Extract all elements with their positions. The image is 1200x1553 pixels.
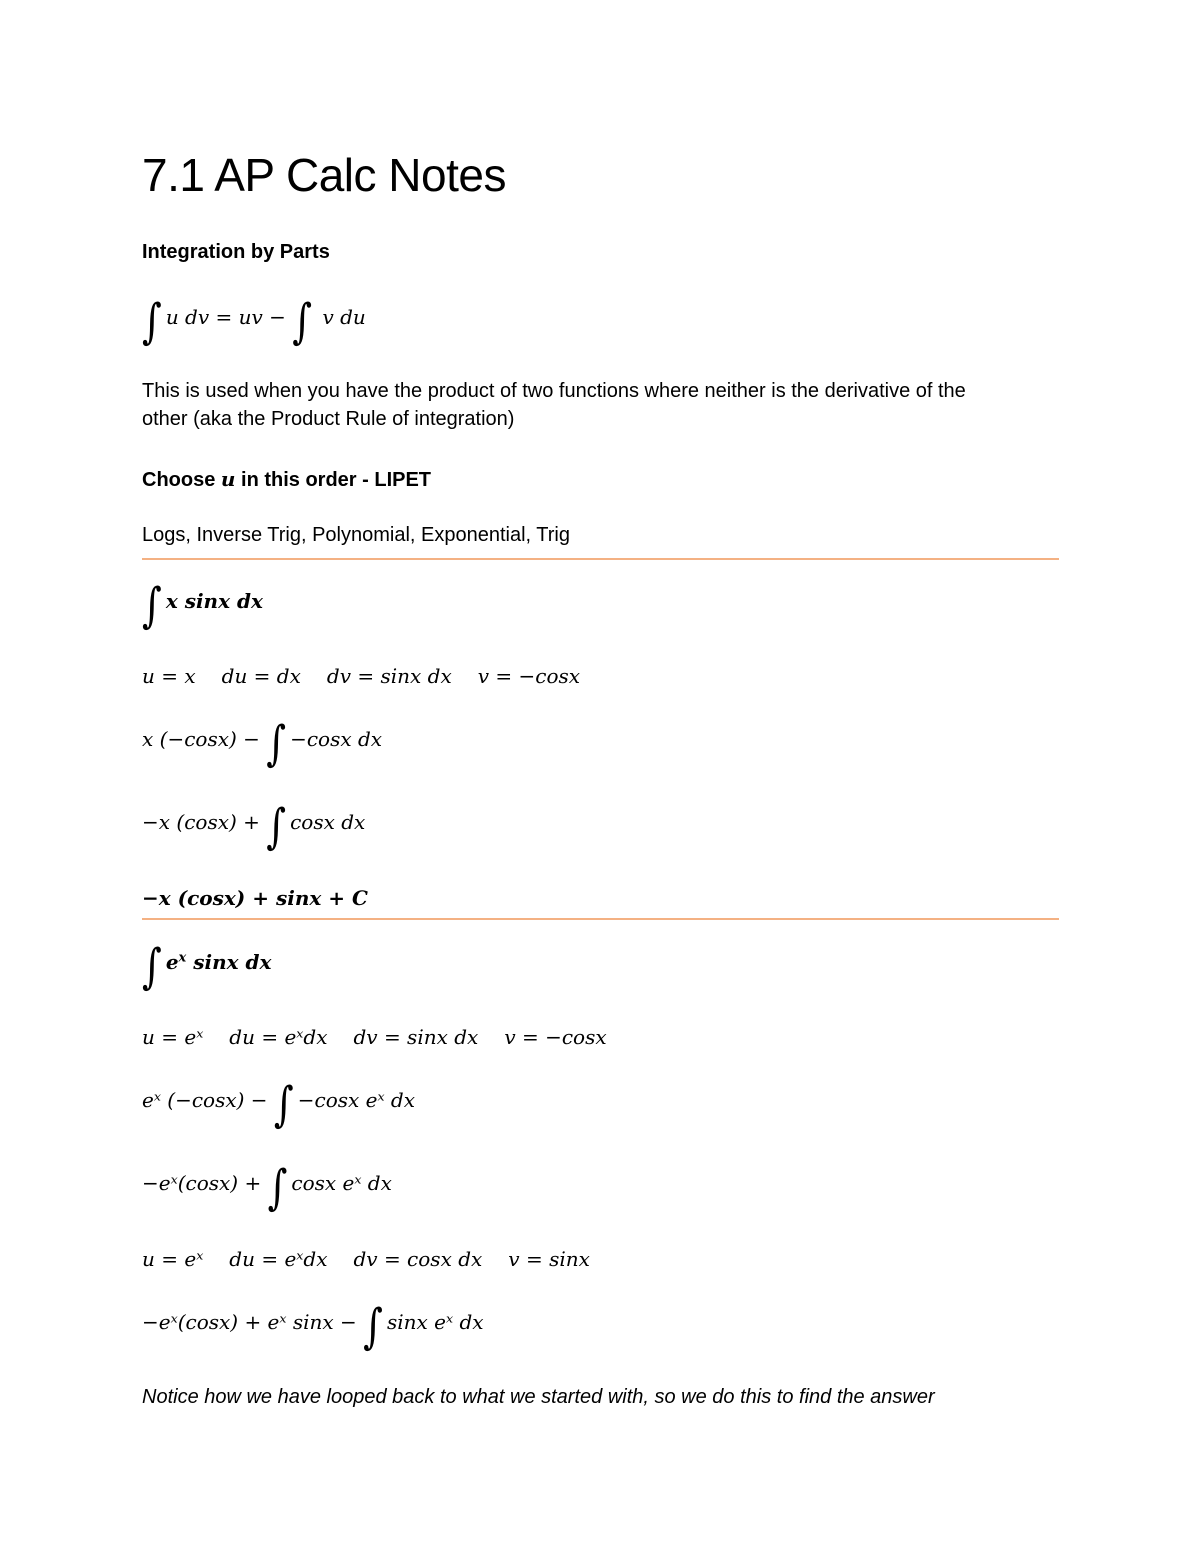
- step-text: cosx eˣ dx: [291, 1171, 392, 1195]
- integral-sign: ∫: [267, 1159, 288, 1215]
- integral-sign: ∫: [142, 293, 162, 349]
- sub-du: du = eˣdx: [229, 1025, 328, 1049]
- example1-step2: [142, 798, 366, 854]
- sub-dv: dv = cosx dx: [353, 1247, 483, 1271]
- example2-substitution-1: [142, 1025, 607, 1049]
- example1-problem: [142, 577, 263, 633]
- example2-base: e: [165, 950, 179, 974]
- description-line-2: other (aka the Product Rule of integration): [142, 408, 515, 430]
- example1-answer: −x (cosx) + sinx + C: [142, 886, 368, 910]
- example2-step1: [142, 1076, 416, 1132]
- formula-rhs: v du: [316, 305, 366, 329]
- sub-v: v = −cosx: [477, 664, 581, 688]
- step-text: −cosx eˣ dx: [297, 1088, 416, 1112]
- section-divider: [142, 558, 1059, 560]
- sub-u: u = x: [142, 664, 196, 688]
- parts-formula: [142, 293, 366, 349]
- integral-sign: ∫: [292, 293, 313, 349]
- example2-integrand: sinx dx: [186, 950, 272, 974]
- sub-du: du = eˣdx: [229, 1247, 328, 1271]
- example2-problem: [142, 938, 272, 994]
- step-text: x (−cosx) −: [142, 727, 267, 751]
- integral-sign: ∫: [266, 715, 287, 771]
- formula-lhs: u dv = uv −: [165, 305, 293, 329]
- lipet-list: Logs, Inverse Trig, Polynomial, Exponential, Trig: [142, 524, 570, 546]
- choose-heading: [142, 467, 431, 492]
- example1-integrand: x sinx dx: [165, 589, 263, 613]
- sub-u: u = eˣ: [142, 1247, 204, 1271]
- description-line-1: This is used when you have the product of two functions where neither is the derivative of the: [142, 380, 966, 402]
- integral-sign: ∫: [273, 1076, 294, 1132]
- choose-suffix: in this order - LIPET: [235, 469, 432, 491]
- example2-substitution-2: [142, 1247, 590, 1271]
- step-text: −eˣ(cosx) + eˣ sinx −: [142, 1310, 364, 1334]
- sub-dv: dv = sinx dx: [353, 1025, 479, 1049]
- sub-v: v = sinx: [508, 1247, 590, 1271]
- sub-du: du = dx: [221, 664, 301, 688]
- integral-sign: ∫: [363, 1298, 383, 1354]
- example2-step2: [142, 1159, 392, 1215]
- notice-text: Notice how we have looped back to what we started with, so we do this to find the answer: [142, 1386, 935, 1408]
- step-text: −cosx dx: [290, 727, 383, 751]
- step-text: sinx eˣ dx: [386, 1310, 484, 1334]
- sub-dv: dv = sinx dx: [326, 664, 452, 688]
- sub-u: u = eˣ: [142, 1025, 204, 1049]
- integral-sign: ∫: [266, 798, 287, 854]
- integral-sign: ∫: [142, 938, 162, 994]
- example2-step3: [142, 1298, 484, 1354]
- integral-sign: ∫: [142, 577, 162, 633]
- section-heading: Integration by Parts: [142, 241, 330, 263]
- example1-step1: [142, 715, 383, 771]
- step-text: −x (cosx) +: [142, 810, 267, 834]
- page-title: 7.1 AP Calc Notes: [142, 149, 506, 201]
- section-divider: [142, 918, 1059, 920]
- sub-v: v = −cosx: [504, 1025, 607, 1049]
- example2-exponent: x: [178, 950, 187, 966]
- example1-substitution: [142, 664, 580, 688]
- step-text: cosx dx: [290, 810, 366, 834]
- choose-var: u: [220, 467, 236, 491]
- choose-prefix: Choose: [142, 469, 221, 491]
- step-text: eˣ (−cosx) −: [142, 1088, 274, 1112]
- step-text: −eˣ(cosx) +: [142, 1171, 268, 1195]
